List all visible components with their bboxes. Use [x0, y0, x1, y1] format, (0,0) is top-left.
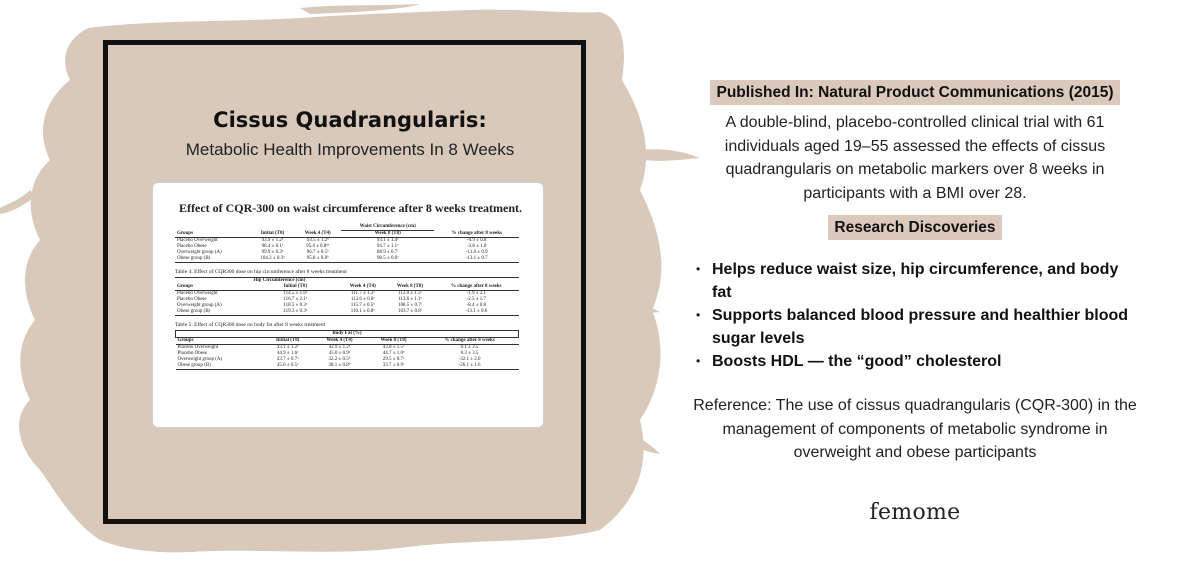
study-tables-image — [152, 182, 544, 428]
hip-table-caption: Table 4: Effect of CQR300 dose on hip circumference after 8 weeks treatment — [175, 269, 347, 275]
table-row: Obese group (B) 45.6 ± 0.5ᵃ 38.1 ± 0.8ᵇ 33.7 ± 0.9ᶜ -26.1 ± 1.6 — [176, 363, 519, 370]
table-header: Week 4 (T4) — [294, 231, 341, 238]
table-row: Placebo Overweight 93.9 ± 1.2ᵃ 93.5 ± 1.2ᵃ 93.1 ± 1.4ᵃ -0.9 ± 0.8 — [177, 238, 487, 243]
table-header: Groups — [176, 338, 264, 345]
main-title: Cissus Quadrangularis: — [213, 108, 487, 132]
table-header: Week 4 (T4) — [312, 338, 366, 345]
fat-table — [175, 330, 519, 370]
brand-logo: femome — [869, 500, 961, 525]
list-item: • Boosts HDL — the “good” cholesterol — [690, 350, 1140, 373]
table-row: Placebo Overweight 114.5 ± 1.6ᵃ 111.7 ± 1.2ᵃ 112.0 ± 1.5ᵃ -1.9 ± 2.1 — [177, 291, 486, 296]
table-header: % change after 8 weeks — [434, 284, 519, 291]
table-row: Overweight group (A) 43.7 ± 0.7ᵃ 32.2 ± 0.5ᵇ 29.5 ± 0.7ᶜ -32.1 ± 2.0 — [177, 357, 481, 362]
table-header: Initial (T0) — [251, 284, 339, 291]
table-header: % change after 8 weeks — [434, 231, 519, 238]
left-heading-block — [150, 108, 550, 160]
hip-group-label: Hip Circumference (cm) — [251, 278, 339, 285]
table-row: Placebo Obese 44.9 ± 1.6ᵃ 45.0 ± 0.9ᵃ 44.7 ± 1.0ᵃ 0.3 ± 3.5 — [177, 351, 479, 356]
table-row: Placebo Obese 98.4 ± 0.1ᵃ 95.4 ± 0.8ᵃᵇ 94.7 ± 1.1ᵃ -3.8 ± 1.0 — [177, 244, 487, 249]
table-row: Placebo Obese 116.7 ± 2.1ᵃ 113.6 ± 0.8ᵃ 113.6 ± 1.1ᵃ -2.5 ± 1.7 — [177, 297, 486, 302]
published-in-label: Published In: Natural Product Communications (2015) — [710, 80, 1119, 105]
table-header: Week 8 (T8) — [367, 338, 421, 345]
table-header: Groups — [175, 284, 251, 291]
table-header: Initial (T0) — [263, 338, 312, 345]
subtitle: Metabolic Health Improvements In 8 Weeks — [185, 140, 515, 159]
waist-group-label: Waist Circumference (cm) — [341, 224, 434, 231]
table-header: Initial (T0) — [251, 231, 295, 238]
discoveries-list — [690, 258, 1140, 373]
reference-text: Reference: The use of cissus quadrangularis (CQR-300) in the management of components of metabolic syndrome in overweight and obese participants — [693, 397, 1137, 461]
waist-table — [175, 224, 519, 263]
table-header: % change after 8 weeks — [421, 338, 519, 345]
table-row: Overweight group (A) 99.9 ± 0.3ᵃ 96.7 ± 0.5ᵇ 88.9 ± 0.7ᶜ -11.0 ± 0.9 — [177, 250, 488, 255]
table-header: Week 4 (T4) — [339, 284, 386, 291]
list-item: • Helps reduce waist size, hip circumference, and body fat — [690, 258, 1140, 304]
table-header: Week 8 (T8) — [386, 284, 433, 291]
study-description: A double-blind, placebo-controlled clinical trial with 61 individuals aged 19–55 assessed the effects of cissus quadrangularis on metabolic markers over 8 weeks in participants with a BMI over 28. — [724, 114, 1106, 202]
paper-heading: Effect of CQR-300 on waist circumference after 8 weeks treatment. — [179, 201, 523, 215]
table-header: Week 8 (T8) — [341, 231, 434, 238]
research-discoveries-heading: Research Discoveries — [828, 215, 1001, 240]
table-row: Obese group (B) 104.2 ± 0.3ᵃ 95.8 ± 0.8ᵇ 90.5 ± 0.0ᶜ -13.1 ± 0.7 — [175, 256, 519, 263]
table-row: Overweight group (A) 118.5 ± 0.3ᵃ 115.7 ± 0.5ᵇ 108.5 ± 0.7ᶜ -8.4 ± 0.8 — [177, 303, 486, 308]
fat-group-label: Body Fat (%) — [176, 331, 519, 338]
fat-table-caption: Table 5: Effect of CQR300 dose on body fat after 8 weeks treatment — [175, 322, 326, 328]
table-row: Obese group (B) 119.3 ± 0.3ᵃ 110.1 ± 0.8ᵇ 103.7 ± 0.8ᶜ -13.1 ± 0.6 — [175, 309, 519, 316]
table-header: Groups — [175, 231, 251, 238]
hip-table — [175, 277, 519, 316]
list-item: • Supports balanced blood pressure and healthier blood sugar levels — [690, 304, 1140, 350]
right-column — [690, 80, 1140, 465]
table-row: Placebo Overweight 43.1 ± 1.2ᵃ 42.9 ± 1.2ᵃ 43.0 ± 1.5ᵃ 0.1 ± 3.5 — [177, 345, 479, 350]
